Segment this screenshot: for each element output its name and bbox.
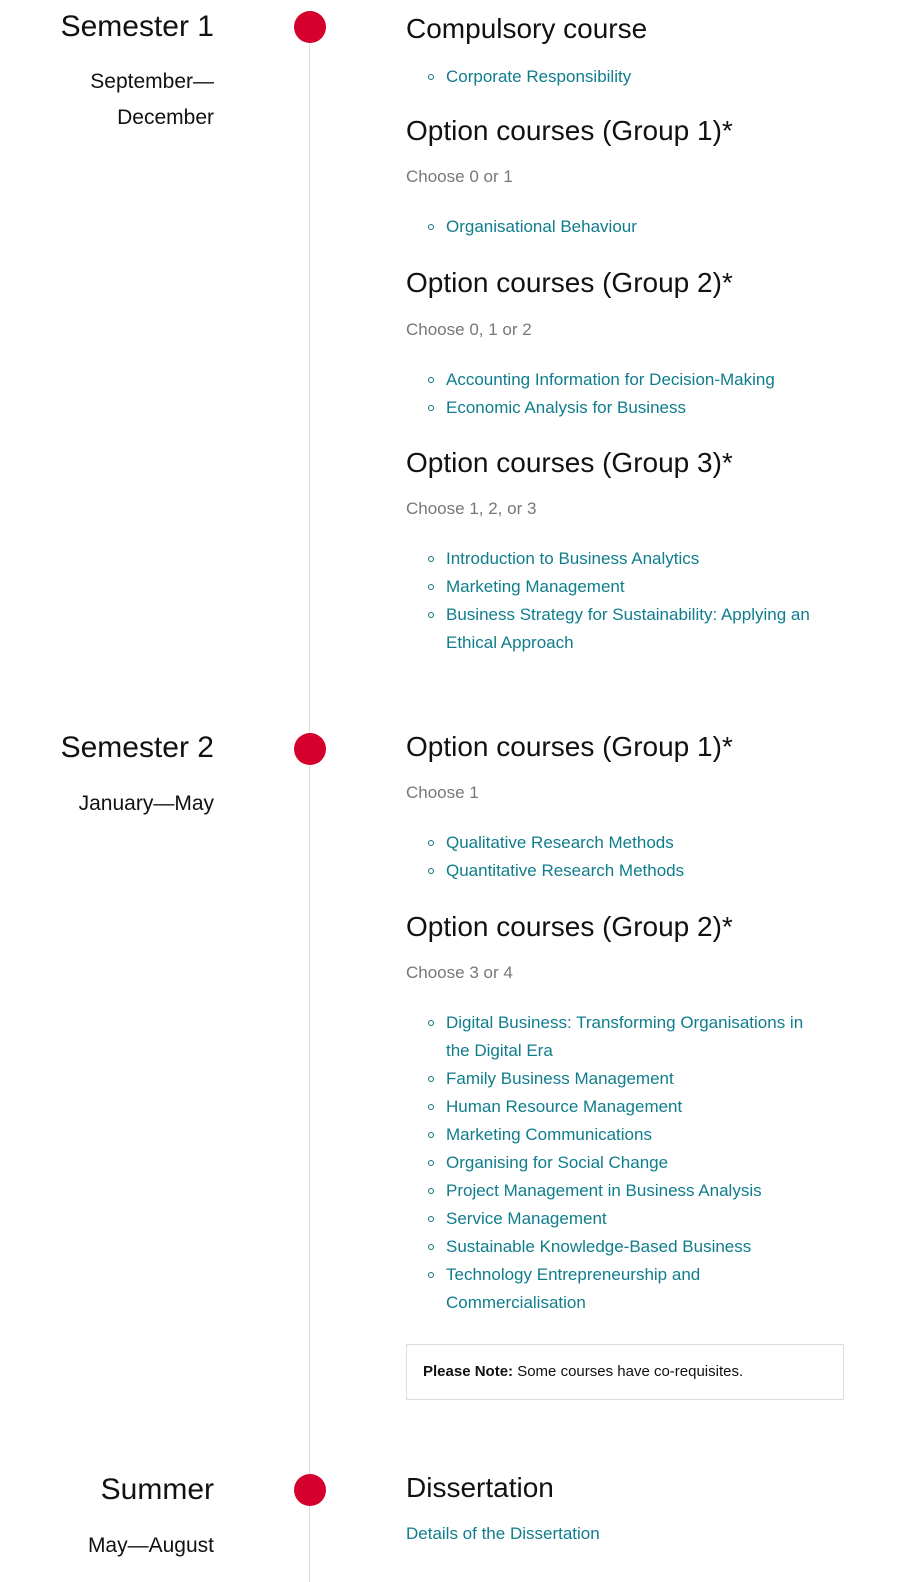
group-heading: Option courses (Group 3)*	[406, 447, 733, 478]
course-link[interactable]: Human Resource Management	[446, 1097, 683, 1116]
choose-text: Choose 0, 1 or 2	[406, 320, 532, 339]
course-list	[406, 545, 846, 657]
list-item	[406, 1233, 846, 1261]
note-text: Some courses have co-requisites.	[513, 1363, 744, 1380]
course-link[interactable]: Project Management in Business Analysis	[446, 1181, 762, 1200]
list-item	[406, 394, 846, 422]
choose-text: Choose 1	[406, 783, 479, 802]
dissertation-paragraph	[406, 1522, 846, 1546]
group-heading: Option courses (Group 1)*	[406, 731, 733, 762]
group-heading: Option courses (Group 1)*	[406, 115, 733, 146]
course-link[interactable]: Service Management	[446, 1209, 607, 1228]
course-link-line2: Ethical Approach	[446, 633, 574, 652]
semester-2-group-1	[406, 729, 846, 885]
course-link[interactable]: Accounting Information for Decision-Making	[446, 370, 775, 389]
course-link[interactable]: Economic Analysis for Business	[446, 398, 686, 417]
course-link[interactable]	[446, 605, 810, 652]
timeline-line	[309, 28, 310, 1582]
timeline-dot	[294, 733, 326, 765]
course-list	[406, 213, 846, 241]
dissertation-heading: Dissertation	[406, 1472, 554, 1503]
timeline-dot	[294, 11, 326, 43]
list-item	[406, 366, 846, 394]
list-item	[406, 1261, 846, 1317]
timeline-dot	[294, 1474, 326, 1506]
group-heading: Option courses (Group 2)*	[406, 911, 733, 942]
course-link[interactable]: Introduction to Business Analytics	[446, 549, 700, 568]
list-item	[406, 213, 846, 241]
dissertation-details-link[interactable]: Details of the Dissertation	[406, 1524, 600, 1543]
list-item	[406, 573, 846, 601]
list-item	[406, 1205, 846, 1233]
note-box	[406, 1344, 844, 1400]
semester-2-dates: January—May	[78, 792, 214, 815]
course-link[interactable]: Corporate Responsibility	[446, 67, 632, 86]
semester-2-group-2	[406, 909, 846, 1317]
course-list	[406, 366, 846, 422]
list-item	[406, 1177, 846, 1205]
semester-1-dates-line2: December	[117, 106, 214, 129]
list-item	[406, 545, 846, 573]
list-item	[406, 63, 846, 91]
course-link-line2: the Digital Era	[446, 1041, 553, 1060]
semester-1-dates	[90, 64, 214, 136]
choose-text: Choose 3 or 4	[406, 963, 513, 982]
semester-1-title: Semester 1	[60, 10, 214, 43]
list-item	[406, 829, 846, 857]
list-item	[406, 1009, 846, 1065]
list-item	[406, 601, 846, 657]
semester-1-compulsory	[406, 11, 846, 91]
course-list	[406, 63, 846, 91]
choose-text: Choose 0 or 1	[406, 167, 513, 186]
course-link[interactable]: Family Business Management	[446, 1069, 674, 1088]
semester-1-group-1	[406, 113, 846, 241]
course-link-line1: Technology Entrepreneurship and	[446, 1265, 701, 1284]
choose-text: Choose 1, 2, or 3	[406, 499, 537, 518]
course-link-line1: Digital Business: Transforming Organisations in	[446, 1013, 804, 1032]
course-link[interactable]	[446, 1013, 803, 1060]
semester-1-dates-line1: September—	[90, 70, 214, 93]
list-item	[406, 857, 846, 885]
semester-1-group-2	[406, 265, 846, 422]
course-link[interactable]: Marketing Communications	[446, 1125, 652, 1144]
list-item	[406, 1065, 846, 1093]
list-item	[406, 1121, 846, 1149]
summer-dissertation	[406, 1470, 846, 1546]
list-item	[406, 1149, 846, 1177]
semester-2-title: Semester 2	[60, 731, 214, 764]
compulsory-heading: Compulsory course	[406, 13, 648, 44]
note-label: Please Note:	[423, 1363, 514, 1380]
list-item	[406, 1093, 846, 1121]
course-link[interactable]: Organisational Behaviour	[446, 217, 637, 236]
summer-title: Summer	[100, 1473, 214, 1506]
course-link[interactable]	[446, 1265, 700, 1312]
course-list	[406, 829, 846, 885]
course-link[interactable]: Qualitative Research Methods	[446, 833, 674, 852]
group-heading: Option courses (Group 2)*	[406, 267, 733, 298]
course-link-line1: Business Strategy for Sustainability: Applying an	[446, 605, 810, 624]
course-link[interactable]: Marketing Management	[446, 577, 625, 596]
course-link-line2: Commercialisation	[446, 1293, 586, 1312]
summer-dates: May—August	[87, 1534, 214, 1557]
course-list	[406, 1009, 846, 1317]
course-link[interactable]: Sustainable Knowledge-Based Business	[446, 1237, 752, 1256]
course-link[interactable]: Organising for Social Change	[446, 1153, 669, 1172]
course-link[interactable]: Quantitative Research Methods	[446, 861, 685, 880]
semester-1-group-3	[406, 445, 846, 657]
